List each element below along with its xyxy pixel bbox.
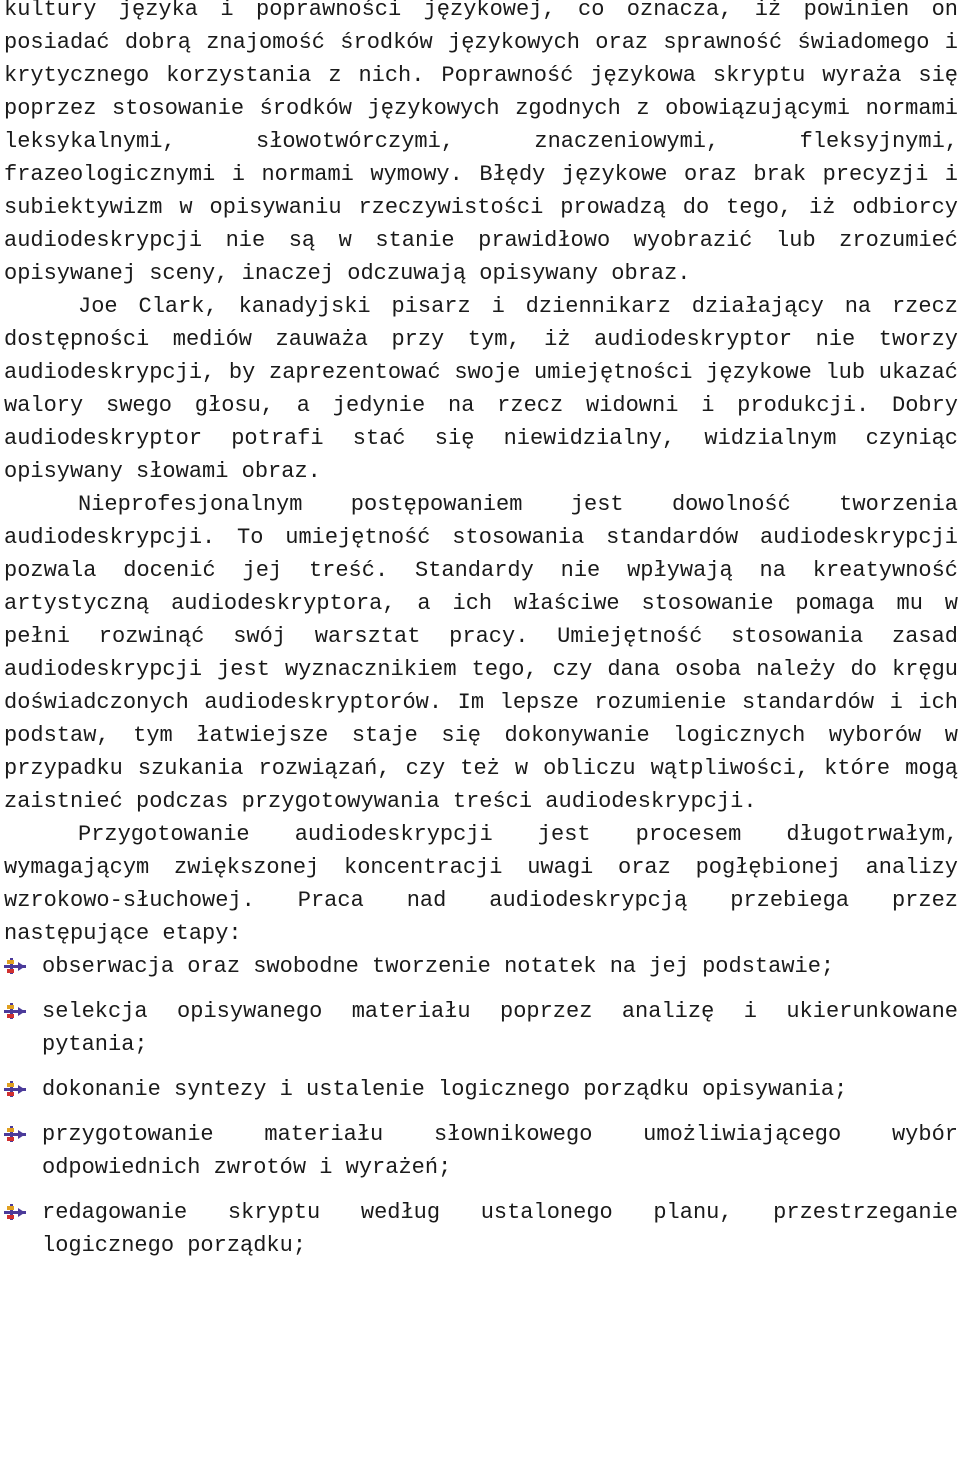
list-item-text: przygotowanie materiału słownikowego umożliwiającego wybór odpowiednich zwrotów i wyrażeń; [42,1122,958,1180]
list-item [4,950,958,983]
colored-arrow-bullet-icon [4,1002,26,1020]
paragraph-3: Nieprofesjonalnym postępowaniem jest dowolność tworzenia audiodeskrypcji. To umiejętność stosowania standardów audiodeskrypcji pozwala docenić jej treść. Standardy nie wpływają na kreatywność artystyczną audiodeskryptora, a ich właściwe stosowanie pomaga mu w pełni rozwinąć swój warsztat pracy. Umiejętność stosowania zasad audiodeskrypcji jest wyznacznikiem tego, czy dana osoba należy do kręgu doświadczonych audiodeskryptorów. Im lepsze rozumienie standardów i ich podstaw, tym łatwiejsze staje się dokonywanie logicznych wyborów w przypadku szukania rozwiązań, czy też w obliczu wątpliwości, które mogą zaistnieć podczas przygotowywania treści audiodeskrypcji. [4,492,958,814]
colored-arrow-bullet-icon [4,957,26,975]
colored-arrow-bullet-icon [4,1125,26,1143]
paragraph-4: Przygotowanie audiodeskrypcji jest procesem długotrwałym, wymagającym zwiększonej koncentracji uwagi oraz pogłębionej analizy wzrokowo-słuchowej. Praca nad audiodeskrypcją przebiega przez następujące etapy: [4,822,958,946]
colored-arrow-bullet-icon [4,1080,26,1098]
document-page [4,0,958,1274]
list-item-text: redagowanie skryptu według ustalonego planu, przestrzeganie logicznego porządku; [42,1200,958,1258]
list-item [4,1073,958,1106]
list-item-text: obserwacja oraz swobodne tworzenie notatek na jej podstawie; [42,954,835,979]
stages-list [4,950,958,1262]
colored-arrow-bullet-icon [4,1203,26,1221]
list-item [4,1196,958,1262]
list-item-text: selekcja opisywanego materiału poprzez analizę i ukierunkowane pytania; [42,999,958,1057]
list-item-text: dokonanie syntezy i ustalenie logicznego porządku opisywania; [42,1077,848,1102]
paragraph-2: Joe Clark, kanadyjski pisarz i dziennikarz działający na rzecz dostępności mediów zauważa przy tym, iż audiodeskryptor nie tworzy audiodeskrypcji, by zaprezentować swoje umiejętności językowe lub ukazać walory swego głosu, a jedynie na rzecz widowni i produkcji. Dobry audiodeskryptor potrafi stać się niewidzialny, widzialnym czyniąc opisywany słowami obraz. [4,294,958,484]
list-item [4,995,958,1061]
paragraph-1: kultury języka i poprawności językowej, co oznacza, iż powinien on posiadać dobrą znajomość środków językowych oraz sprawność świadomego i krytycznego korzystania z nich. Poprawność językowa skryptu wyraża się poprzez stosowanie środków językowych zgodnych z obowiązującymi normami leksykalnymi, słowotwórczymi, znaczeniowymi, fleksyjnymi, frazeologicznymi i normami wymowy. Błędy językowe oraz brak precyzji i subiektywizm w opisywaniu rzeczywistości prowadzą do tego, iż odbiorcy audiodeskrypcji nie są w stanie prawidłowo wyobrazić lub zrozumieć opisywanej sceny, inaczej odczuwają opisywany obraz. [4,0,958,286]
list-item [4,1118,958,1184]
